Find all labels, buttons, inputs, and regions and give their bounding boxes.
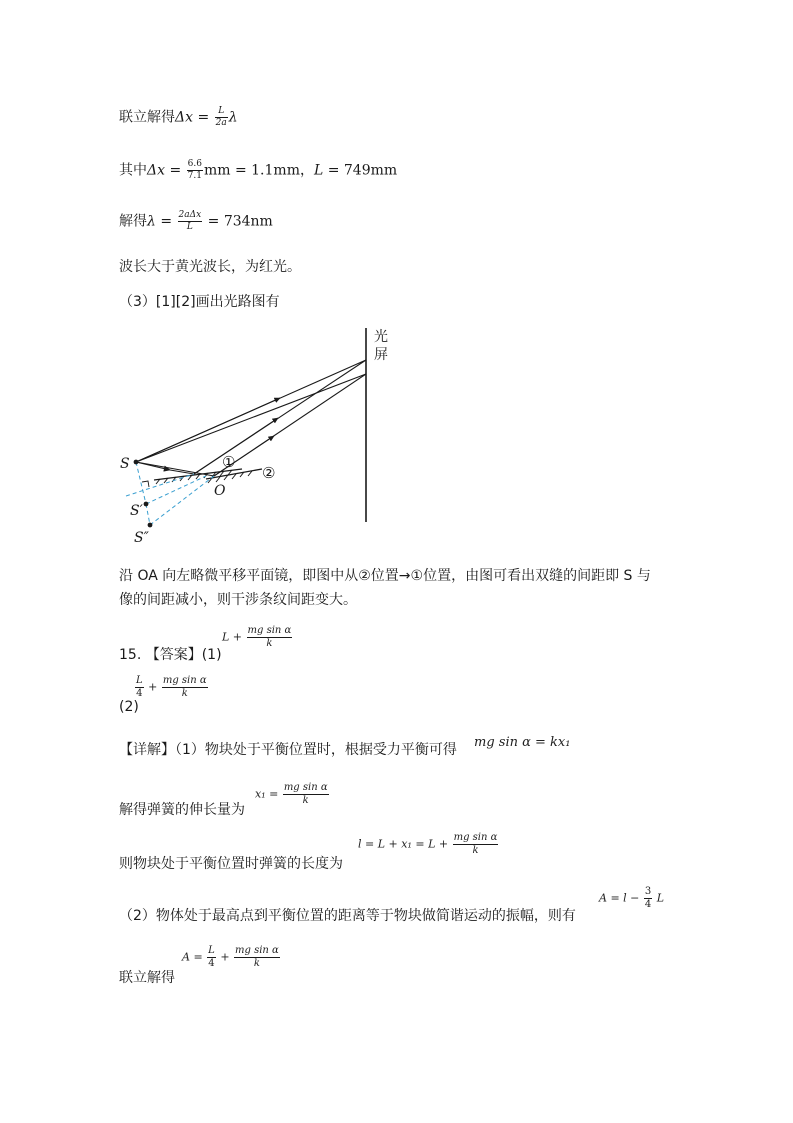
right-angle-marker xyxy=(142,481,149,487)
label-S-prime: S′ xyxy=(130,503,143,519)
q15-answer-label: 15. 【答案】(1) xyxy=(119,647,222,663)
formula-answer-1 xyxy=(222,626,293,649)
math-L: L xyxy=(313,162,324,179)
math: L xyxy=(656,891,665,905)
label-O: O xyxy=(214,483,226,499)
fraction-6.6-7.1: $\frac{6.6}{7.1}$ xyxy=(187,159,202,181)
plus: + xyxy=(220,950,230,964)
fraction: $\frac{\text{mg sin α}}{k}$ xyxy=(283,782,328,806)
plus: + xyxy=(148,680,158,694)
math-lambda: λ = xyxy=(147,213,173,230)
line-part3-heading: （3）[1][2]画出光路图有 xyxy=(119,294,280,310)
text: 联立解得 xyxy=(119,109,175,126)
math-value: = 734nm xyxy=(207,213,273,230)
detail-line-5: 联立解得 xyxy=(119,970,175,986)
formula-answer-2 xyxy=(134,676,209,699)
math: mg sin α = kx₁ xyxy=(474,735,571,750)
detail-line-1: 【详解】（1）物块处于平衡位置时，根据受力平衡可得 xyxy=(119,742,457,758)
fraction: $\frac{\text{mg sin α}}{k}$ xyxy=(235,945,279,969)
fraction-2adx-L: $\frac{\text{2aΔx}}{L}$ xyxy=(178,210,202,232)
fraction: $\frac{L}{4}$ xyxy=(208,945,215,969)
detail-line-3: 则物块处于平衡位置时弹簧的长度为 xyxy=(119,856,343,872)
math-lambda: λ xyxy=(228,109,238,126)
math: x₁ = xyxy=(255,787,279,801)
label-S-double-prime: S″ xyxy=(134,530,149,546)
math: A = xyxy=(182,950,203,964)
formula-final-amplitude xyxy=(182,946,281,969)
formula-equilibrium xyxy=(474,735,570,750)
math: L + xyxy=(222,630,243,644)
text: 解得 xyxy=(119,213,147,230)
q15-answer-2-label: (2) xyxy=(119,699,139,715)
fraction: $\frac{3}{4}$ xyxy=(644,886,652,910)
line-delta-x-values xyxy=(119,160,397,181)
fraction: $\frac{\text{mg sin α}}{k}$ xyxy=(247,625,292,649)
screen-label-1: 光 xyxy=(374,329,388,345)
fraction-L-2a: $\frac{L}{2a}$ xyxy=(215,106,227,128)
math: l = L + x₁ = L + xyxy=(358,837,449,851)
fraction: $\frac{\text{mg sin α}}{k}$ xyxy=(453,832,498,856)
formula-extension xyxy=(255,783,330,806)
point-S-prime xyxy=(144,502,149,507)
detail-line-4: （2）物体处于最高点到平衡位置的距离等于物块做简谐运动的振幅，则有 xyxy=(119,908,576,924)
ray-direct-1-arrow xyxy=(136,398,280,462)
optical-path-diagram xyxy=(110,322,410,552)
line-wavelength xyxy=(119,211,273,232)
label-S: S xyxy=(120,456,130,472)
math-delta-x: Δx = xyxy=(175,109,210,126)
fraction: $\frac{L}{4}$ xyxy=(136,675,143,699)
detail-line-2: 解得弹簧的伸长量为 xyxy=(119,802,245,818)
ray-direct-2 xyxy=(136,374,366,462)
line-explanation-1: 沿 OA 向左略微平移平面镜，即图中从②位置→①位置，由图可看出双缝的间距即 S 与 xyxy=(119,568,651,584)
line-result-delta-x xyxy=(119,107,238,128)
line-red-light: 波长大于黄光波长，为红光。 xyxy=(119,259,301,275)
text: 其中 xyxy=(119,162,147,179)
label-position-2: ② xyxy=(262,464,276,482)
math: A = l − xyxy=(599,891,640,905)
formula-amplitude xyxy=(599,887,664,910)
math-value: = 749mm xyxy=(327,162,398,179)
screen-label-2: 屏 xyxy=(374,347,388,363)
point-S xyxy=(134,460,139,465)
math-value: mm = 1.1mm， xyxy=(203,162,314,179)
point-S-double-prime xyxy=(148,523,153,528)
formula-spring-length xyxy=(358,833,499,856)
line-explanation-2: 像的间距减小，则干涉条纹间距变大。 xyxy=(119,592,357,608)
math-delta-x: Δx = xyxy=(147,162,182,179)
fraction: $\frac{\text{mg sin α}}{k}$ xyxy=(162,675,207,699)
label-position-1: ① xyxy=(222,453,236,471)
